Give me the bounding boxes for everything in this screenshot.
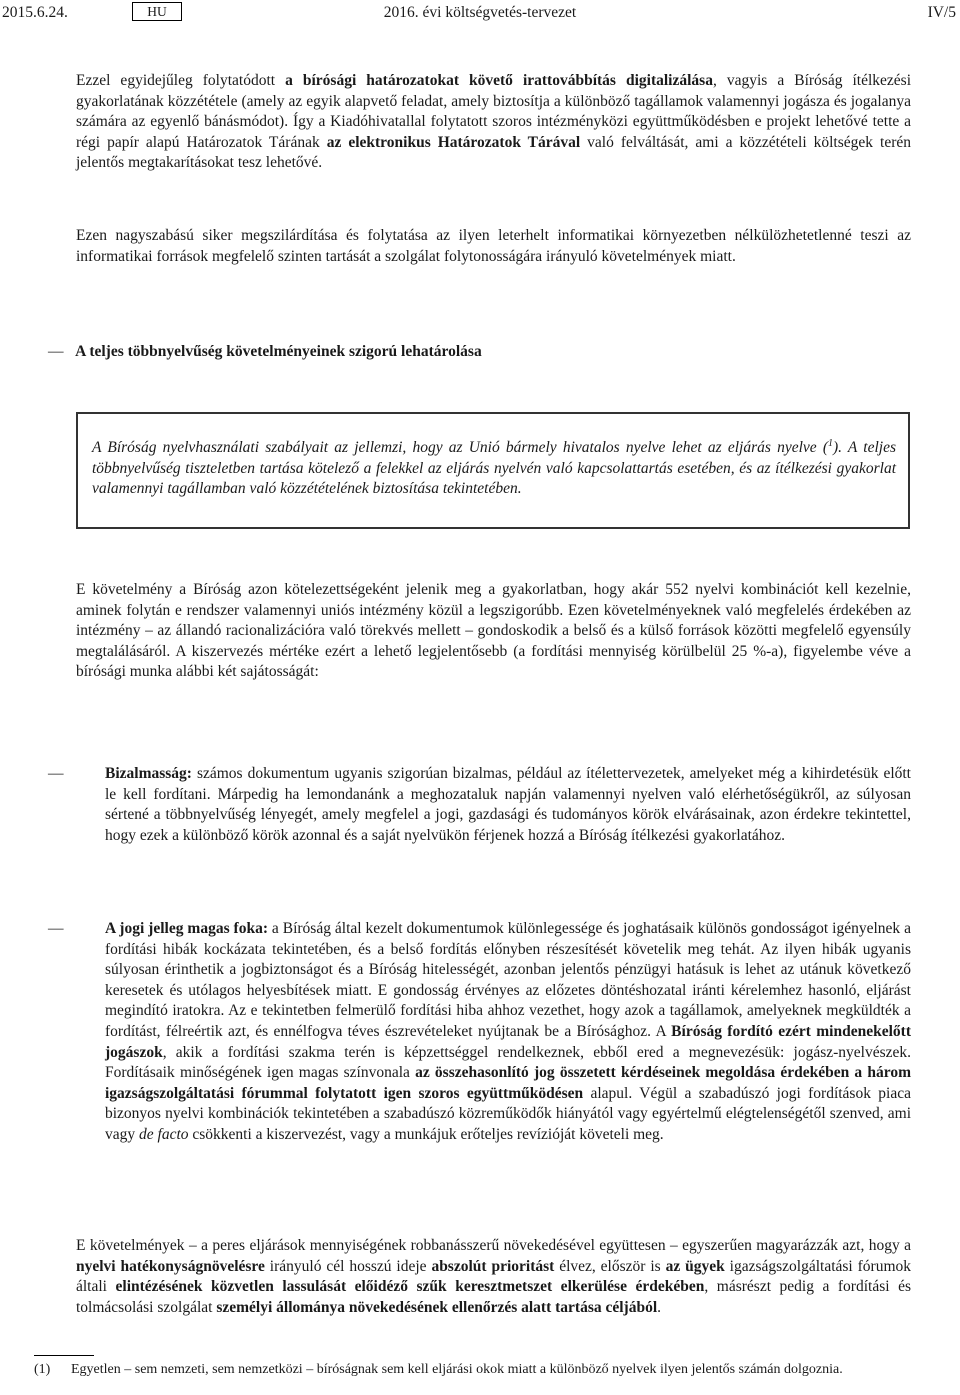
paragraph-digitalization: Ezzel egyidejűleg folytatódott a bírósági határozatokat követő irattovábbítás digitalizálása, vagyis a Bíróság ítélkezési gyakorlatának közzététele (amely az egyik alapvető feladat, amely biztosítja a különböző tagállamok valamennyi jogásza és jogalanya számára az egyenlő bánásmódot). Így a Kiadóhivatallal folytatott szoros intézményközi együttműködésben e projekt lehetővé tette a régi papír alapú Határozatok Tárának az elektronikus Határozatok Tárával való felváltását, ami a közzétételi költségek terén jelentős megtakarításokat tesz lehetővé. [76,72,911,172]
paragraph-requirements: E követelmény a Bíróság azon kötelezettségeként jelenik meg a gyakorlatban, hogy akár 552 nyelvi kombinációt kell kezelnie, aminek folytán e rendszer valamennyi uniós intézmény közül a legszigorúbb. Ezen követelményeknek való megfelelés érdekében az intézmény – az állandó racionalizációra való törekvés mellett – gondoskodik a belső és a külső források közötti megfelelő egyensúly megtalálásáról. A kiszervezés mértéke ezért a lehető legjelentősebb (a fordítási mennyiség körülbelül 25 %-a), figyelembe véve a bírósági munka alábbi két sajátosságát: [76,581,911,681]
bullet-legal-nature: — A jogi jelleg magas foka: a Bíróság által kezelt dokumentumok különlegessége és joghatásaik különös gondosságot igényelnek a fordítási hibák kockázata tekintetében, és a belső fordítás előnyben részesítését követelik meg tehát. Az ilyen hibák ugyanis súlyosan érinthetik a jogbiztonságot és a Bíróság hitelességét, azonban jelentős pénzügyi hatásuk is lehet az utánuk következő keresetek és utólagos helyesbítések miatt. E gondosság érvényes az előzetes döntéshozatal iránti kérelemhez hasonló, eljárást megindító iratokra. Az e tekintetben felmerülő fordítási hiba ahhoz vezethet, hogy azok a tagállamok, amelyeknek megküldték a fordítást, félreértik azt, és ennélfogva téves észrevételeket nyújtanak be a Bírósághoz. A Bíróság fordító ezért mindenekelőtt jogászok, akik a fordítási szakma terén is képzettséggel rendelkeznek, ebből ered a megnevezésük: jogász-nyelvészek. Fordításaik minőségének igen magas színvonala az összehasonlító jog összetett kérdéseinek megoldása érdekében a három igazságszolgáltatási fórummal folytatott igen szoros együttműködésen alapul. Végül a szabadúszó jogi fordítások piaca bizonyos nyelvi kombinációk tekintetében a szabadúszó közreműködők hiányától vagy egyértelmű elégtelenségétől szenved, ami vagy de facto csökkenti a kiszervezést, vagy a munkájuk erőteljes revízióját követeli meg. [48,920,912,1143]
footnote-text: Egyetlen – sem nemzeti, sem nemzetközi – bíróságnak sem kell eljárási okok miatt a különböző nyelvek ilyen jelentős számán dolgoznia. [71,1362,843,1377]
page-number: IV/5 [927,4,956,21]
language-badge: HU [132,2,182,21]
section-heading: — A teljes többnyelvűség követelményeinek szigorú lehatárolása [48,343,482,360]
bullet-dash: — [48,920,64,937]
box-text: A Bíróság nyelvhasználati szabályait az jellemzi, hogy az Unió bármely hivatalos nyelve lehet az eljárás nyelve ($^1$). A teljes többnyelvűség tiszteletben tartása kötelező a felekkel az eljárás nyelvén való kapcsolattartás esetében, és az ítélkezési gyakorlat valamennyi tagállamban való közzétételének biztosítása tekintetében. [92,438,896,498]
document-title: 2016. évi költségvetés-tervezet [383,4,577,21]
footnote [34,1361,914,1379]
bullet-confidentiality: — Bizalmasság: számos dokumentum ugyanis szigorúan bizalmas, például az ítélettervezetek, amelyeket még a kihirdetésük előtt le kell fordítani. Márpedig ha lemondanánk a meghozataluk napján valamennyi nyelven való elérhetőségükről, az súlyosan sértené a többnyelvűség lényegét, amely megfelel a jogi, gazdasági és tudományos körök elvárásainak, azon érdekre tekintettel, hogy ezek a különböző körök azonnal és a saját nyelvükön férjenek hozzá a Bíróság ítélkezési gyakorlatához. [48,765,911,844]
footnote-ref[interactable]: 1 [828,438,833,449]
footnote-number: (1) [34,1362,51,1377]
paragraph-efficiency: E követelmények – a peres eljárások mennyiségének robbanásszerű növekedésével együttesen – egyszerűen magyarázzák azt, hogy a nyelvi hatékonyságnövelésre irányuló cél hosszú ideje abszolút prioritást élvez, először is az ügyek igazságszolgáltatási fórumok általi elintézésének közvetlen lassulását előidéző szűk keresztmetszet elkerülése érdekében, másrészt pedig a fordítási és tolmácsolási szolgálat személyi állománya növekedésének ellenőrzés alatt tartása céljából. [76,1237,912,1316]
header-date: 2015.6.24. [2,4,68,21]
footnote-divider [34,1355,94,1356]
bullet-dash: — [48,765,64,782]
paragraph-it-resources: Ezen nagyszabású siker megszilárdítása és folytatása az ilyen leterhelt informatikai környezetben nélkülözhetetlenné teszi az informatikai források megfelelő szinten tartását a szolgálat folytonosságára irányuló követelmények miatt. [76,227,911,265]
